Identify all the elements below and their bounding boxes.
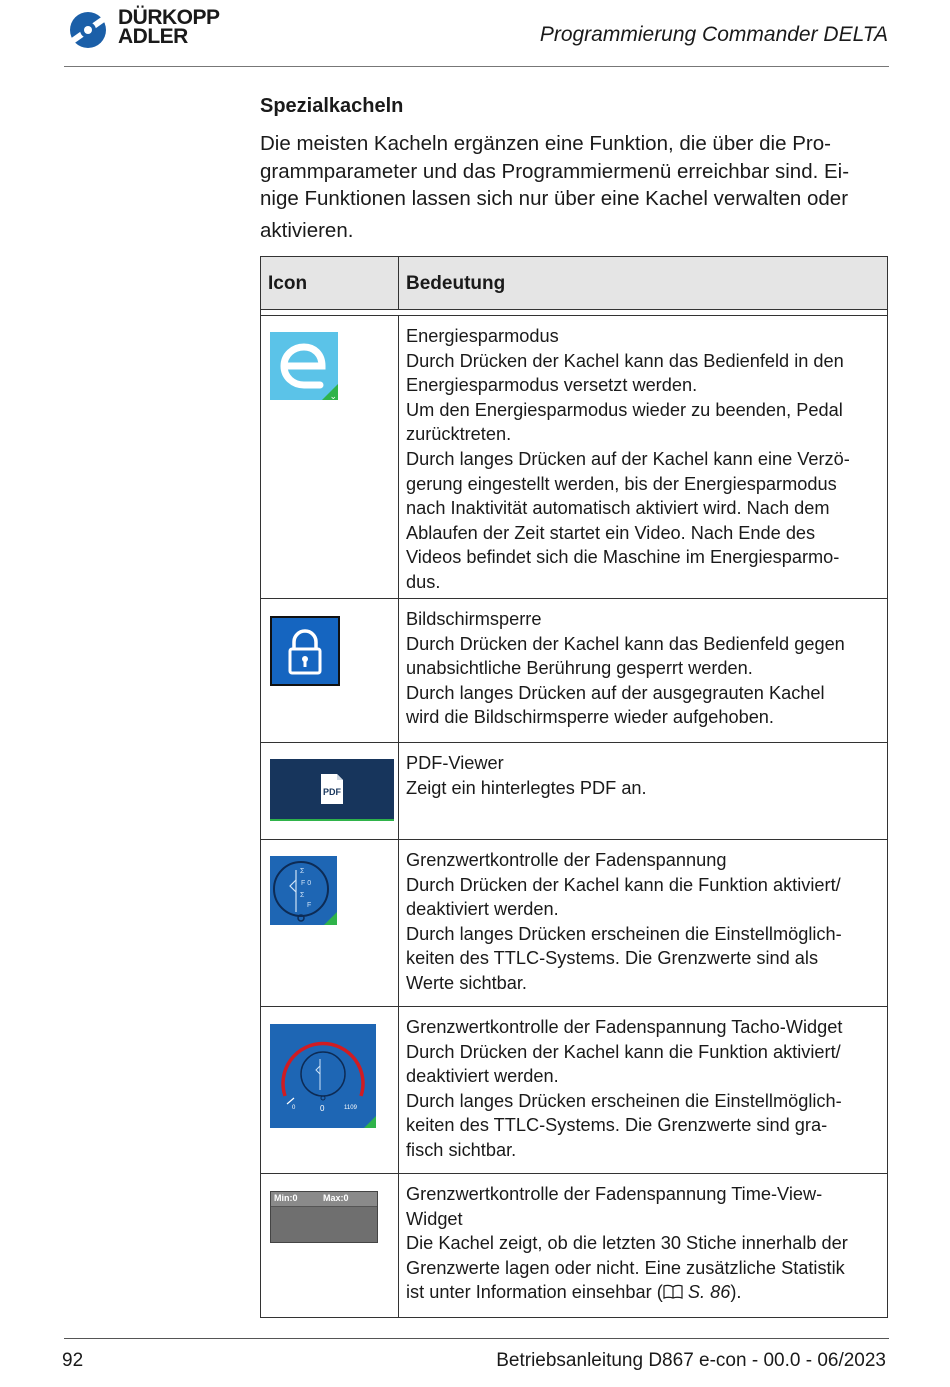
check-corner-icon bbox=[324, 912, 337, 925]
row-text: Werte sichtbar. bbox=[406, 972, 527, 993]
intro-line: aktivieren. bbox=[260, 218, 354, 242]
pdf-label: PDF bbox=[323, 787, 341, 797]
row-text: Die Kachel zeigt, ob die letzten 30 Stiche innerhalb der bbox=[406, 1233, 848, 1254]
pdf-icon bbox=[270, 759, 394, 821]
row-title: Grenzwertkontrolle der Fadenspannung Time-View- bbox=[406, 1184, 823, 1204]
row-text: gerung eingestellt werden, bis der Energiesparmodus bbox=[406, 473, 837, 494]
footer-divider bbox=[64, 1338, 889, 1339]
check-corner-icon bbox=[364, 1116, 376, 1128]
gauge-value-label: 0 bbox=[320, 1104, 325, 1113]
brand-line-2: ADLER bbox=[118, 25, 188, 48]
row-title: PDF-Viewer bbox=[406, 753, 504, 773]
footer-document-title: Betriebsanleitung D867 e-con - 00.0 - 06/2023 bbox=[496, 1350, 886, 1371]
row-text: Videos befindet sich die Maschine im Energiesparmo- bbox=[406, 547, 840, 568]
row-text: wird die Bildschirmsperre wieder aufgehoben. bbox=[406, 707, 774, 728]
table-row bbox=[261, 1174, 887, 1317]
row-text: nach Inaktivität automatisch aktiviert wird. Nach dem bbox=[406, 498, 830, 519]
table-header bbox=[261, 257, 887, 310]
row-text: keiten des TTLC-Systems. Die Grenzwerte sind gra- bbox=[406, 1115, 828, 1136]
section-title: Spezialkacheln bbox=[260, 95, 404, 117]
lock-icon bbox=[270, 616, 340, 686]
intro-line: grammparameter und das Programmiermenü erreichbar sind. Ei- bbox=[260, 159, 850, 183]
intro-paragraph bbox=[260, 130, 892, 244]
tile-label: F bbox=[307, 902, 312, 909]
page-number: 92 bbox=[62, 1350, 84, 1371]
header-title: Programmierung Commander DELTA bbox=[539, 23, 888, 46]
row-text: Grenzwerte lagen oder nicht. Eine zusätzliche Statistik bbox=[406, 1257, 845, 1278]
min-label: Min:0 bbox=[274, 1193, 298, 1203]
row-text: Ablaufen der Zeit startet ein Video. Nach Ende des bbox=[406, 522, 816, 543]
tacho-widget-icon bbox=[270, 1024, 376, 1128]
table-row bbox=[261, 316, 887, 599]
max-label: Max:0 bbox=[323, 1193, 349, 1203]
special-tiles-table bbox=[260, 256, 888, 1318]
row-text-suffix: ). bbox=[730, 1282, 742, 1303]
tile-label: F 0 bbox=[301, 880, 312, 887]
row-text: Durch langes Drücken erscheinen die Einstellmöglich- bbox=[406, 1090, 842, 1111]
row-text: deaktiviert werden. bbox=[406, 1066, 559, 1087]
row-text: Durch Drücken der Kachel kann die Funktion aktiviert/ bbox=[406, 874, 841, 895]
row-text: keiten des TTLC-Systems. Die Grenzwerte sind als bbox=[406, 948, 819, 969]
row-title: Bildschirmsperre bbox=[406, 609, 542, 629]
row-text: dus. bbox=[406, 571, 441, 592]
brand-name bbox=[118, 8, 220, 46]
row-title: Widget bbox=[406, 1208, 463, 1229]
table-row bbox=[261, 840, 887, 1007]
row-text: fisch sichtbar. bbox=[406, 1139, 517, 1160]
book-icon bbox=[663, 1284, 683, 1299]
row-text-prefix: ist unter Information einsehbar ( bbox=[406, 1282, 663, 1303]
tile-label: Σ bbox=[300, 892, 305, 899]
row-text: deaktiviert werden. bbox=[406, 899, 559, 920]
row-text: Durch langes Drücken auf der Kachel kann eine Verzö- bbox=[406, 448, 850, 469]
thread-tension-icon bbox=[270, 856, 337, 925]
row-text: Durch Drücken der Kachel kann die Funktion aktiviert/ bbox=[406, 1041, 841, 1062]
row-text: Zeigt ein hinterlegtes PDF an. bbox=[406, 777, 647, 798]
row-text: Durch Drücken der Kachel kann das Bedienfeld gegen bbox=[406, 633, 845, 654]
page-reference-link[interactable]: S. 86 bbox=[687, 1282, 731, 1303]
column-header-icon: Icon bbox=[261, 257, 399, 309]
gauge-min-label: 0 bbox=[292, 1105, 296, 1111]
gauge-max-label: 1109 bbox=[344, 1105, 357, 1111]
row-title: Energiesparmodus bbox=[406, 326, 559, 346]
intro-line: Die meisten Kacheln ergänzen eine Funktion, die über die Pro- bbox=[260, 132, 831, 155]
time-view-widget-icon bbox=[270, 1191, 378, 1243]
intro-line: nige Funktionen lassen sich nur über eine Kachel verwalten oder bbox=[260, 187, 849, 210]
row-text: Um den Energiesparmodus wieder zu beenden, Pedal bbox=[406, 399, 843, 420]
row-text: Durch Drücken der Kachel kann das Bedienfeld in den bbox=[406, 350, 844, 371]
energy-saving-icon: ⌄ bbox=[270, 332, 338, 400]
row-title: Grenzwertkontrolle der Fadenspannung Tacho-Widget bbox=[406, 1017, 843, 1037]
row-text: unabsichtliche Berührung gesperrt werden. bbox=[406, 658, 753, 679]
table-row bbox=[261, 743, 887, 840]
row-text: Durch langes Drücken erscheinen die Einstellmöglich- bbox=[406, 923, 842, 944]
header-divider bbox=[64, 66, 889, 67]
tile-label: Σ bbox=[300, 868, 305, 875]
row-title: Grenzwertkontrolle der Fadenspannung bbox=[406, 850, 727, 870]
row-text bbox=[406, 1280, 881, 1305]
row-text: zurücktreten. bbox=[406, 424, 512, 445]
brand-line-1: DÜRKOPP bbox=[118, 6, 220, 29]
column-header-meaning: Bedeutung bbox=[406, 273, 506, 294]
table-row bbox=[261, 599, 887, 743]
row-text: Durch langes Drücken auf der ausgegrauten Kachel bbox=[406, 682, 825, 703]
row-text: Energiesparmodus versetzt werden. bbox=[406, 375, 698, 396]
table-row bbox=[261, 1007, 887, 1174]
